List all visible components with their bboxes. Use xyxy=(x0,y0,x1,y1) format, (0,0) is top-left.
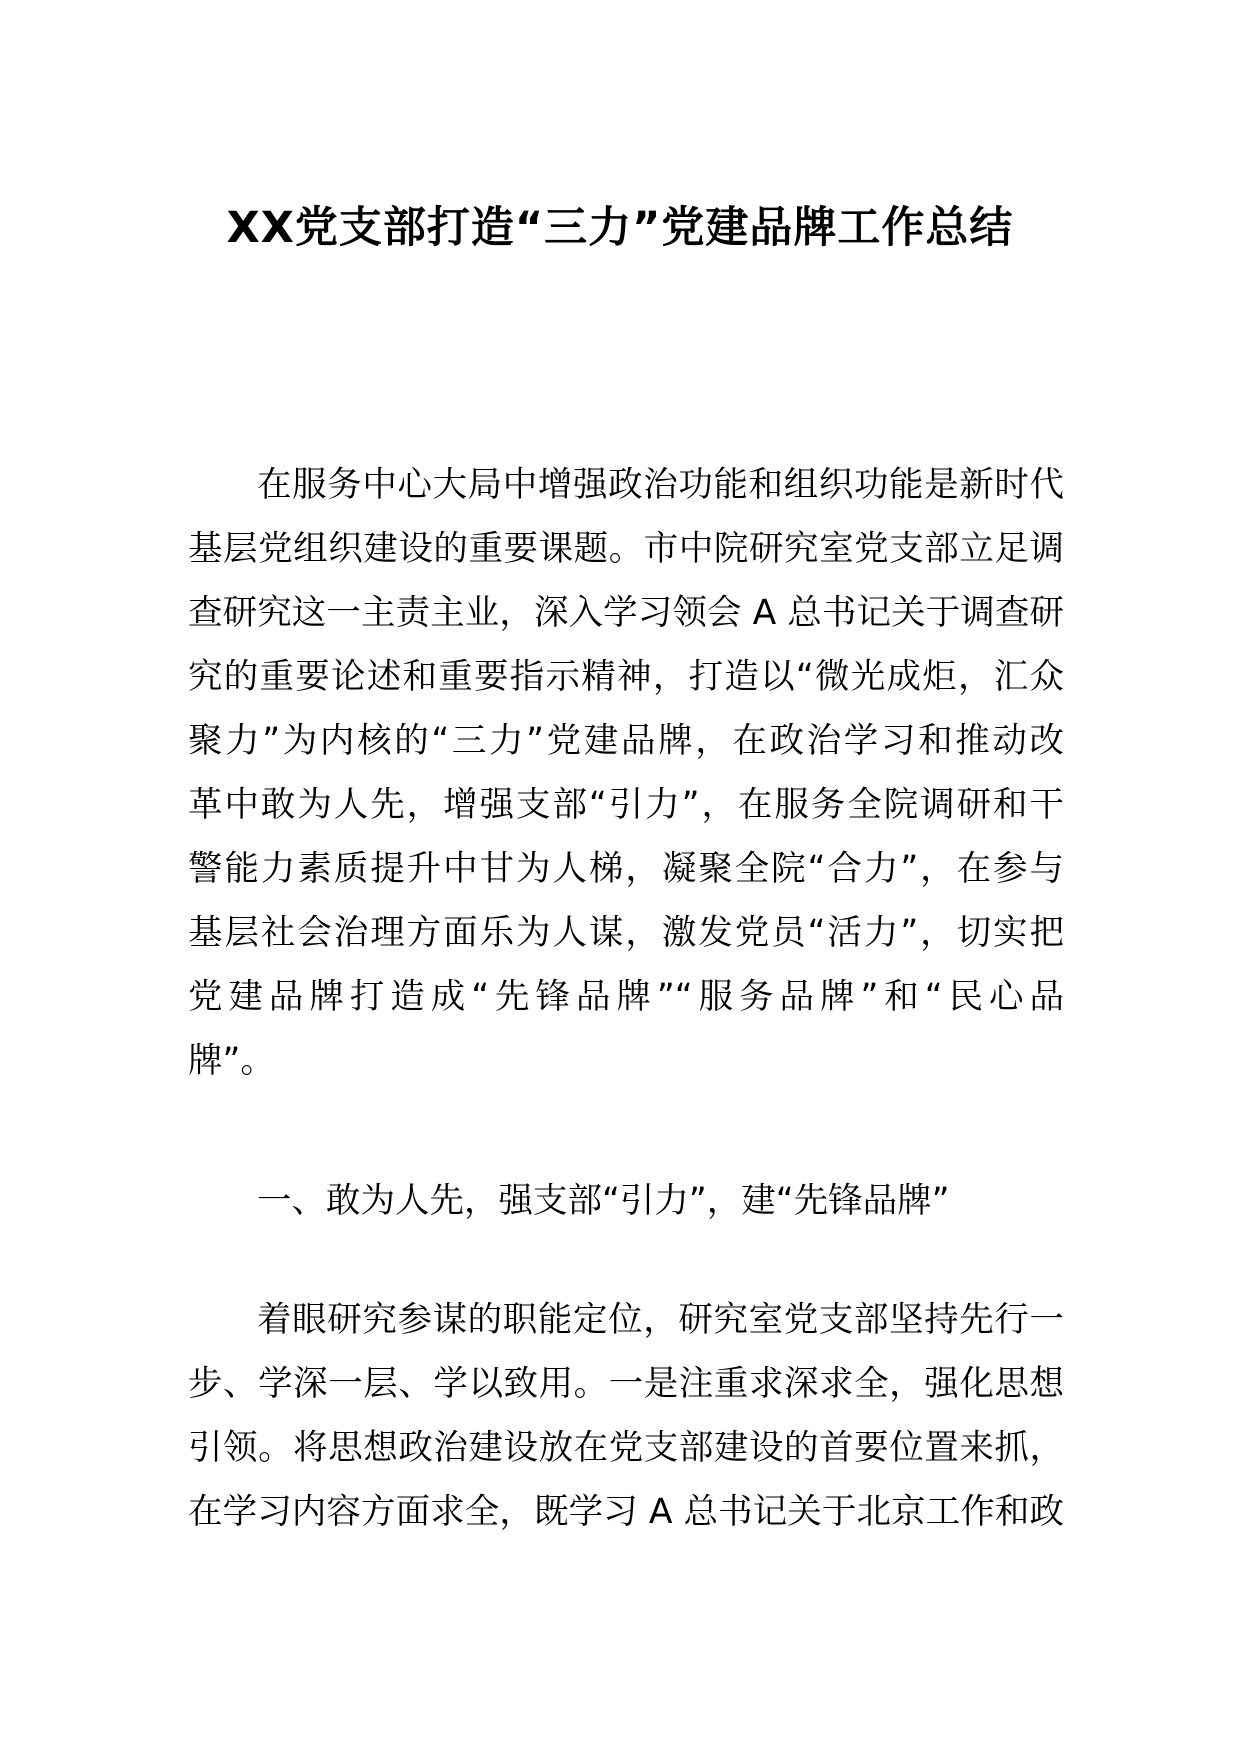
paragraph-line: 究的重要论述和重要指示精神，打造以“微光成炬，汇众 xyxy=(188,657,1064,697)
section-heading xyxy=(188,1169,1064,1233)
paragraph-line: 基层党组织建设的重要课题。市中院研究室党支部立足调 xyxy=(188,529,1064,569)
section-heading-text: 一、敢为人先，强支部“引力”，建“先锋品牌” xyxy=(257,1181,950,1221)
paragraph-line: 着眼研究参谋的职能定位，研究室党支部坚持先行一 xyxy=(257,1300,1064,1340)
paragraph-line: 党建品牌打造成“先锋品牌”“服务品牌”和“民心品 xyxy=(188,977,1064,1017)
paragraph-line: 警能力素质提升中甘为人梯，凝聚全院“合力”，在参与 xyxy=(188,849,1064,889)
paragraph-line: 查研究这一主责主业，深入学习领会 A 总书记关于调查研 xyxy=(188,593,1064,633)
paragraph-section-one xyxy=(188,1288,1064,1544)
paragraph-line: 在学习内容方面求全，既学习 A 总书记关于北京工作和政 xyxy=(188,1492,1064,1532)
paragraph-line: 在服务中心大局中增强政治功能和组织功能是新时代 xyxy=(257,465,1064,505)
paragraph-line: 革中敢为人先，增强支部“引力”，在服务全院调研和干 xyxy=(188,785,1064,825)
paragraph-line: 步、学深一层、学以致用。一是注重求深求全，强化思想 xyxy=(188,1364,1064,1404)
paragraph-line: 基层社会治理方面乐为人谋，激发党员“活力”，切实把 xyxy=(188,913,1064,953)
paragraph-line: 引领。将思想政治建设放在党支部建设的首要位置来抓， xyxy=(188,1428,1064,1468)
paragraph-line: 牌”。 xyxy=(188,1041,275,1081)
paragraph-intro xyxy=(188,453,1064,1093)
document-title: XX党支部打造“三力”党建品牌工作总结 xyxy=(226,203,1014,253)
paragraph-line: 聚力”为内核的“三力”党建品牌，在政治学习和推动改 xyxy=(188,721,1064,761)
